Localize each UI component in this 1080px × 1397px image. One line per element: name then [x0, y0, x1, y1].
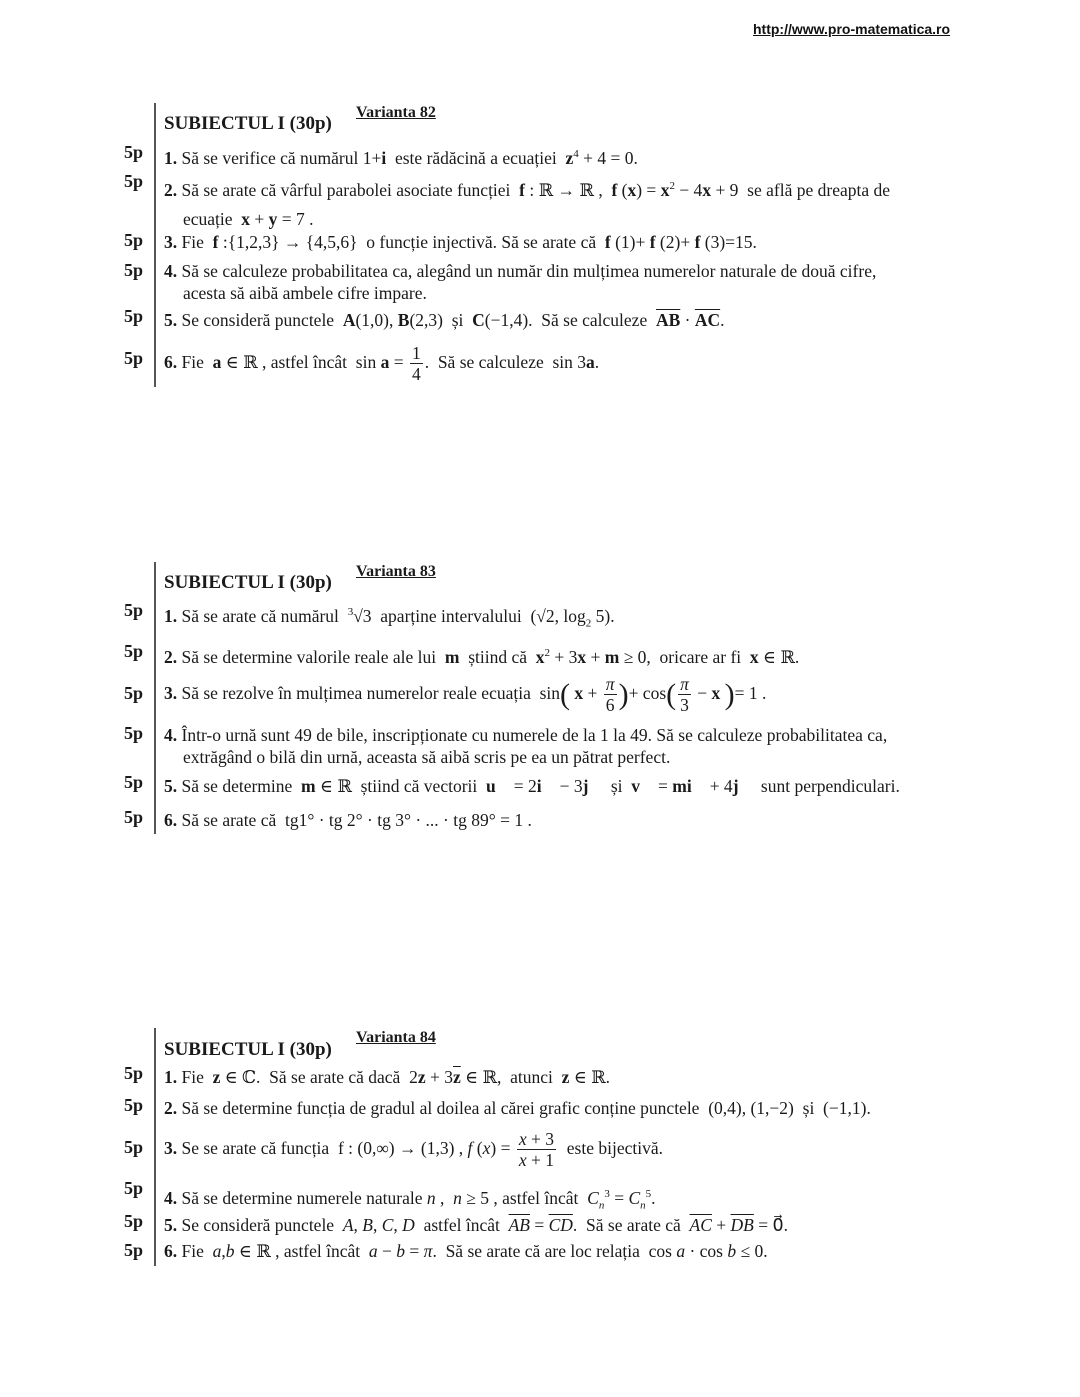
- subject-title: SUBIECTUL I (30p): [164, 572, 332, 593]
- problem-item: 1. Fie z ∈ ℂ. Să se arate că dacă $2z + 3\overline{z}$ ∈ ℝ, atunci z ∈ ℝ.: [164, 1067, 611, 1087]
- points-label: 5p: [124, 348, 144, 368]
- points-label: 5p: [124, 641, 144, 661]
- subject-title: SUBIECTUL I (30p): [164, 113, 332, 134]
- problem-item: 4. Într-o urnă sunt 49 de bile, inscripționate cu numerele de la 1 la 49. Să se calculeze probabilitatea ca, extrăgând o bilă din urnă, aceasta să aibă scris pe ea un pătrat perfect.: [164, 725, 888, 767]
- points-label: 5p: [124, 807, 144, 827]
- problem-item: 5. Să se determine m ∈ ℝ știind că vectorii u⃗ = 2i⃗ − 3j⃗ și v⃗ = mi⃗ + 4j⃗ sunt perpendiculari.: [164, 776, 900, 796]
- site-link[interactable]: http://www.pro-matematica.ro: [753, 21, 951, 37]
- problem-item: 5. Se consideră punctele A, B, C, D astfel încât $\overline{AB} = \overline{CD}$. Să se arate că $\overline{AC} + \overline{DB}$ = 0⃗.: [164, 1215, 788, 1235]
- points-label: 5p: [124, 683, 144, 703]
- section-divider: [154, 1028, 156, 1266]
- section-divider: [154, 103, 156, 387]
- problem-item: 5. Se consideră punctele A(1,0), B(2,3) și C(−1,4). Să se calculeze $\overline{AB} \cdot \overline{AC}$.: [164, 310, 725, 330]
- points-label: 5p: [124, 1240, 144, 1260]
- problem-item: 1. Să se arate că numărul $^3$√3 aparține intervalului (√2, $\log_2 5$).: [164, 605, 615, 630]
- problem-item: 6. Să se arate că tg1° · tg 2° · tg 3° · ... · tg 89° = 1 .: [164, 810, 532, 830]
- points-label: 5p: [124, 600, 144, 620]
- points-label: 5p: [124, 1178, 144, 1198]
- subject-title: SUBIECTUL I (30p): [164, 1039, 332, 1060]
- points-label: 5p: [124, 230, 144, 250]
- problem-item: 4. Să se determine numerele naturale n , n ≥ 5 , astfel încât $C_n^3 = C_n^5$.: [164, 1187, 656, 1212]
- points-label: 5p: [124, 723, 144, 743]
- variant-title: Varianta 82: [356, 104, 436, 121]
- points-label: 5p: [124, 1211, 144, 1231]
- points-label: 5p: [124, 306, 144, 326]
- variant-title: Varianta 83: [356, 563, 436, 580]
- problem-item: 2. Să se determine valorile reale ale lui m știind că $x^2 + 3x + m \ge 0$, oricare ar fi x ∈ ℝ.: [164, 646, 800, 667]
- variant-title: Varianta 84: [356, 1029, 436, 1046]
- points-label: 5p: [124, 142, 144, 162]
- points-label: 5p: [124, 171, 144, 191]
- problem-item: 3. Să se rezolve în mulțimea numerelor reale ecuația sin( x + $\frac{\pi}{6}$ )+ cos( $\frac{\pi}{3}$ − x )= 1 .: [164, 674, 767, 716]
- points-label: 5p: [124, 1063, 144, 1083]
- problem-item: 6. Fie a,b ∈ ℝ , astfel încât a − b = π. Să se arate că are loc relația cos a · cos b ≤ 0.: [164, 1241, 768, 1261]
- problem-item: 1. Să se verifice că numărul 1+i este rădăcină a ecuației $z^4 + 4 = 0$.: [164, 147, 638, 168]
- problem-item: 3. Se se arate că funcția f : (0,∞) → (1,3) , f (x) = $\frac{x + 3}{x + 1}$ este bijectivă.: [164, 1129, 663, 1171]
- problem-item: 3. Fie f :{1,2,3} → {4,5,6} o funcție injectivă. Să se arate că f (1)+ f (2)+ f (3)=15.: [164, 232, 757, 252]
- points-label: 5p: [124, 772, 144, 792]
- points-label: 5p: [124, 260, 144, 280]
- section-divider: [154, 562, 156, 834]
- problem-item: 6. Fie a ∈ ℝ , astfel încât sin a = $\frac{1}{4}$ . Să se calculeze sin 3a.: [164, 343, 600, 385]
- problem-item: 4. Să se calculeze probabilitatea ca, alegând un număr din mulțimea numerelor naturale de două cifre, acesta să aibă ambele cifre impare.: [164, 261, 877, 303]
- problem-item: 2. Să se determine funcția de gradul al doilea al cărei grafic conține punctele (0,4), (1,−2) și (−1,1).: [164, 1098, 871, 1118]
- points-label: 5p: [124, 1137, 144, 1157]
- points-label: 5p: [124, 1095, 144, 1115]
- problem-item: 2. Să se arate că vârful parabolei asociate funcției f : ℝ → ℝ , f $(x) = x^2 - 4x + 9$ se află pe dreapta de ecuație x + y = 7 .: [164, 179, 891, 229]
